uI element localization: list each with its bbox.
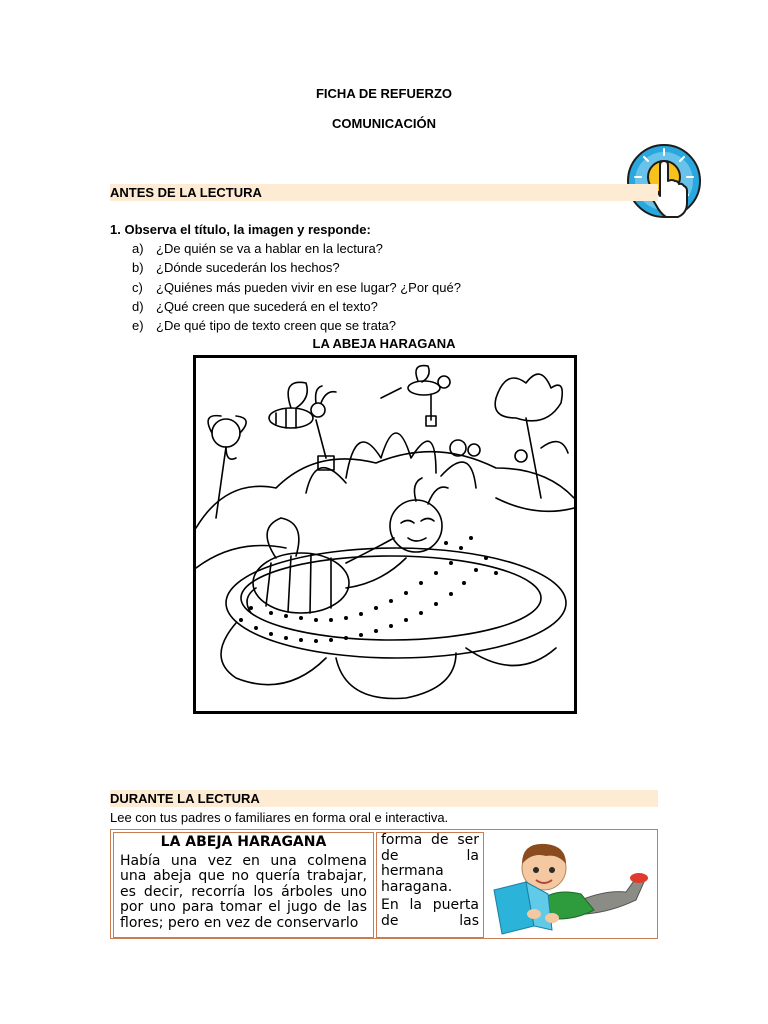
page-title: FICHA DE REFUERZO <box>315 86 453 101</box>
bee-flower-drawing <box>196 358 574 711</box>
section-before-label: ANTES DE LA LECTURA <box>110 185 262 200</box>
list-item: e) ¿De qué tipo de texto creen que se trata? <box>132 318 396 334</box>
question-title: 1. Observa el título, la imagen y responde: <box>110 222 371 237</box>
section-during-label: DURANTE LA LECTURA <box>110 791 260 806</box>
list-item: c) ¿Quiénes más pueden vivir en ese lugar? ¿Por qué? <box>132 279 461 295</box>
list-item: d) ¿Qué creen que sucederá en el texto? <box>132 298 378 314</box>
boy-reading-icon <box>486 830 657 938</box>
reading-table <box>110 829 658 939</box>
touch-icon <box>626 141 702 224</box>
story-column-2 <box>376 832 484 938</box>
list-item: a) ¿De quién se va a hablar en la lectura? <box>132 241 383 256</box>
reading-instruction: Lee con tus padres o familiares en forma oral e interactiva. <box>110 810 449 825</box>
story-column-1 <box>113 832 374 938</box>
section-before-band <box>110 184 658 201</box>
story-text-2a: forma de ser de la hermana haragana. <box>381 832 479 895</box>
image-title: LA ABEJA HARAGANA <box>312 336 456 351</box>
story-text-2b: En la puerta de las <box>381 897 479 929</box>
list-item: b) ¿Dónde sucederán los hechos? <box>132 260 340 276</box>
section-during-band <box>110 790 658 807</box>
question-list <box>132 239 461 335</box>
reading-boy-illustration <box>486 830 657 938</box>
page-subject: COMUNICACIÓN <box>332 116 436 131</box>
story-illustration <box>193 355 577 714</box>
story-title: LA ABEJA HARAGANA <box>160 834 327 850</box>
story-text-1: Había una vez en una colmena una abeja que no quería trabajar, es decir, recorría los árboles uno por uno para tomar el jugo de las flores; pero en vez de conservarlo <box>120 852 367 931</box>
